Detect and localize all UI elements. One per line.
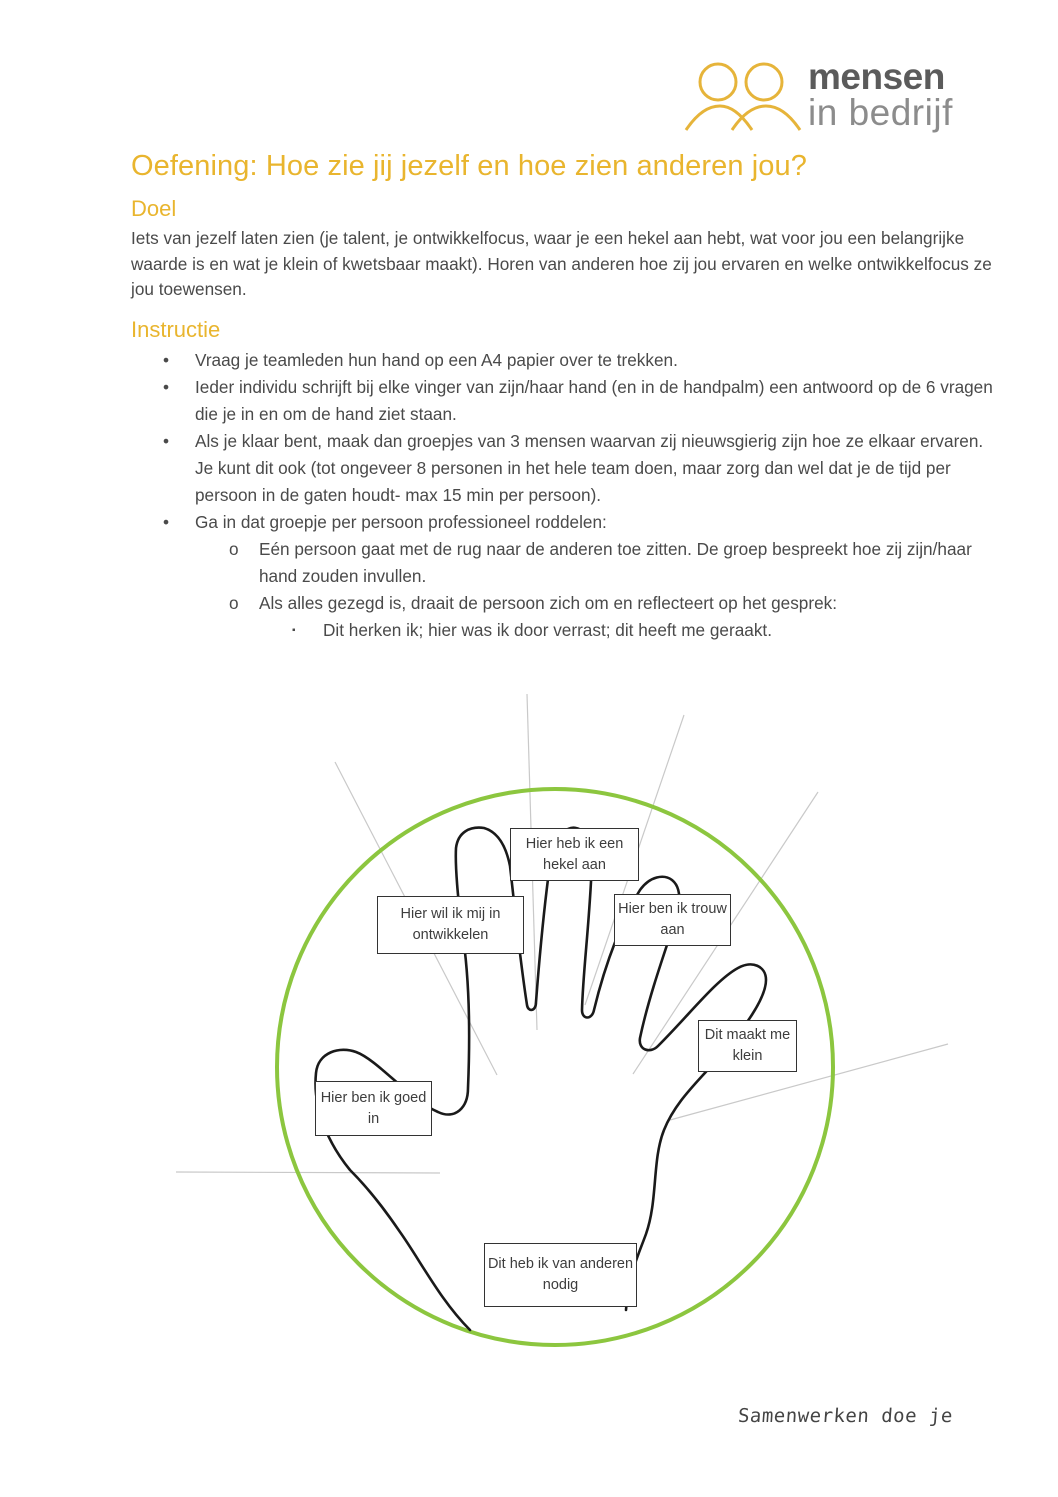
label-box-goed: Hier ben ik goed in — [315, 1081, 432, 1136]
logo — [680, 58, 980, 138]
page-title: Oefening: Hoe zie jij jezelf en hoe zien anderen jou? — [131, 150, 807, 182]
label-box-klein: Dit maakt me klein — [698, 1020, 797, 1072]
bullet-marker: • — [163, 431, 170, 451]
sub-bullet-marker: o — [229, 539, 239, 559]
footer-tagline: Samenwerken doe je — [737, 1405, 954, 1427]
instruction-list — [0, 347, 1058, 644]
logo-line-2: in bedrijf — [808, 92, 953, 133]
bullet-marker: • — [163, 377, 170, 397]
bullet-marker: • — [163, 350, 170, 370]
section-heading-doel: Doel — [131, 196, 177, 221]
list-item — [0, 428, 1005, 509]
list-item — [0, 509, 1005, 536]
list-item-text: Vraag je teamleden hun hand op een A4 papier over te trekken. — [195, 350, 678, 370]
sub-sub-list-item-text: Dit herken ik; hier was ik door verrast; dit heeft me geraakt. — [323, 620, 772, 640]
sub-sub-list-item — [0, 617, 993, 644]
logo-wordmark — [808, 58, 953, 131]
label-box-nodig: Dit heb ik van anderen nodig — [484, 1243, 637, 1307]
square-bullet-marker: ▪ — [292, 625, 296, 636]
section-heading-instructie: Instructie — [131, 317, 221, 342]
pointer-line-goed — [176, 1172, 440, 1173]
sub-list-item — [0, 536, 994, 590]
logo-line-1: mensen — [808, 56, 945, 97]
bullet-marker: • — [163, 512, 170, 532]
sub-bullet-marker: o — [229, 593, 239, 613]
list-item — [0, 347, 1005, 374]
list-item-text: Als je klaar bent, maak dan groepjes van 3 mensen waarvan zij nieuwsgierig zijn hoe ze elkaar ervaren. Je kunt dit ook (tot ongeveer 8 personen in het hele team doen, maar zorg dan wel dat je de tijd per persoon in de gaten houdt- max 15 min per persoon). — [195, 431, 984, 505]
label-box-ontwikkelen: Hier wil ik mij in ontwikkelen — [377, 896, 524, 954]
label-box-hekel: Hier heb ik een hekel aan — [510, 828, 639, 881]
list-item — [0, 374, 1005, 428]
sub-list-item — [0, 590, 994, 617]
list-item-text: Ga in dat groepje per persoon professioneel roddelen: — [195, 512, 607, 532]
sub-list-item-text: Als alles gezegd is, draait de persoon zich om en reflecteert op het gesprek: — [259, 593, 838, 613]
doel-paragraph: Iets van jezelf laten zien (je talent, je ontwikkelfocus, waar je een hekel aan hebt, wat voor jou een belangrijke waarde is en wat je klein of kwetsbaar maakt). Horen van anderen hoe zij jou ervaren en welke ontwikkelfocus ze jou toewensen. — [131, 228, 992, 299]
label-box-trouw: Hier ben ik trouw aan — [614, 894, 731, 946]
list-item-text: Ieder individu schrijft bij elke vinger van zijn/haar hand (en in de handpalm) een antwoord op de 6 vragen die je in en om de hand ziet staan. — [195, 377, 993, 424]
sub-list-item-text: Eén persoon gaat met de rug naar de anderen toe zitten. De groep bespreekt hoe zij zijn/haar hand zouden invullen. — [259, 539, 972, 586]
logo-people-icon — [680, 58, 810, 138]
